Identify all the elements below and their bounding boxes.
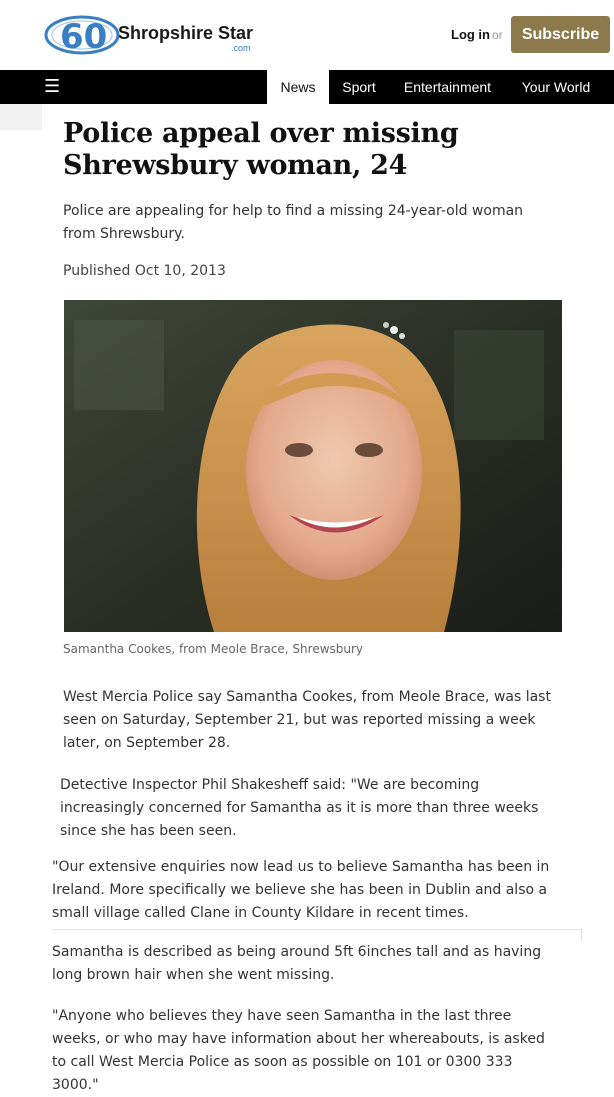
nav-item-news[interactable]: News [267, 70, 329, 104]
login-link[interactable]: Log in [451, 27, 490, 42]
article-headline: Police appeal over missing Shrewsbury woman, 24 [63, 118, 459, 181]
main-nav [0, 70, 614, 104]
brand-name[interactable]: Shropshire Star [118, 23, 254, 43]
nav-item-your-world[interactable]: Your World [521, 79, 591, 95]
article-paragraph: "Anyone who believes they have seen Samantha in the last three weeks, or who may have information about her whereabouts, is asked to call West Mercia Police as soon as possible on 101 or 0300 333 3000." [52, 1008, 545, 1093]
brand-suffix: .com [231, 43, 251, 53]
subscribe-button[interactable]: Subscribe [511, 16, 610, 53]
article-paragraph: West Mercia Police say Samantha Cookes, from Meole Brace, was last seen on Saturday, September 21, but was reported missing a week later, on September 28. [63, 689, 551, 751]
divider [52, 929, 582, 930]
published-date: Published Oct 10, 2013 [63, 263, 226, 279]
photo-caption: Samantha Cookes, from Meole Brace, Shrewsbury [63, 642, 364, 656]
article-paragraph: Samantha is described as being around 5ft 6inches tall and as having long brown hair when she went missing. [52, 944, 542, 983]
site-header [0, 0, 614, 70]
nav-item-entertainment[interactable]: Entertainment [403, 79, 492, 95]
article-paragraph: "Our extensive enquiries now lead us to believe Samantha has been in Ireland. More specifically we believe she has been in Dublin and also a small village called Clane in County Kildare in recent times. [52, 859, 550, 921]
article-photo[interactable] [64, 300, 562, 632]
side-panel-stub [0, 104, 42, 130]
or-text: or [492, 28, 503, 42]
divider-tick [581, 929, 582, 941]
nav-item-sport[interactable]: Sport [342, 79, 376, 95]
article-paragraph: Detective Inspector Phil Shakesheff said: "We are becoming increasingly concerned for Samantha as it is more than three weeks since she has been seen. [60, 777, 539, 839]
logo-number: 60 [60, 17, 108, 55]
article-standfirst: Police are appealing for help to find a missing 24-year-old woman from Shrewsbury. [63, 203, 524, 242]
hamburger-icon[interactable]: ☰ [44, 76, 61, 97]
